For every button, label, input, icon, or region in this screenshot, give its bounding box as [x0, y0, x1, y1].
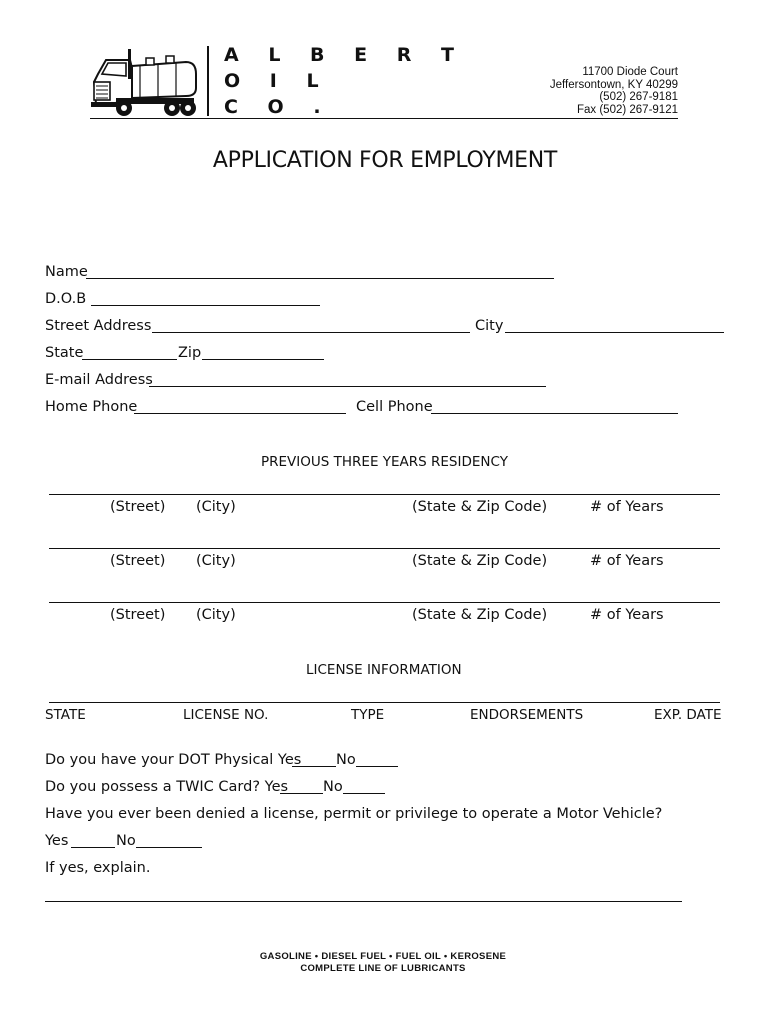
- letterhead-rule: [90, 118, 678, 119]
- denied-yes-label: Yes: [45, 833, 69, 849]
- explain-label: If yes, explain.: [45, 860, 151, 876]
- email-field[interactable]: [149, 386, 546, 387]
- company-logo-truck: [88, 46, 200, 118]
- address-fax: Fax (502) 267-9121: [576, 103, 678, 116]
- license-col-type: TYPE: [351, 707, 385, 723]
- cell-phone-field[interactable]: [431, 413, 678, 414]
- zip-label: Zip: [178, 345, 202, 361]
- footer-products: GASOLINE • DIESEL FUEL • FUEL OIL • KEROSENE: [259, 951, 507, 962]
- residency-city-1: (City): [196, 499, 236, 515]
- residency-street-2: (Street): [110, 553, 166, 569]
- twic-no-field[interactable]: [343, 793, 385, 794]
- denied-no-label: No: [116, 833, 136, 849]
- home-phone-label: Home Phone: [45, 399, 138, 415]
- twic-question: Do you possess a TWIC Card? Yes: [45, 779, 289, 795]
- dot-physical-question: Do you have your DOT Physical Yes: [45, 752, 302, 768]
- residency-state-zip-3: (State & Zip Code): [412, 607, 548, 623]
- letterhead-divider: [207, 46, 209, 116]
- twic-yes-field[interactable]: [280, 793, 323, 794]
- residency-state-zip-1: (State & Zip Code): [412, 499, 548, 515]
- dob-label: D.O.B: [45, 291, 87, 307]
- denied-yes-field[interactable]: [71, 847, 115, 848]
- street-address-field[interactable]: [152, 332, 470, 333]
- state-field[interactable]: [82, 359, 177, 360]
- residency-years-3: # of Years: [590, 607, 664, 623]
- denied-no-field[interactable]: [136, 847, 202, 848]
- street-address-label: Street Address: [45, 318, 152, 334]
- name-field[interactable]: [86, 278, 554, 279]
- city-field[interactable]: [505, 332, 724, 333]
- address-city: Jeffersontown, KY 40299: [549, 78, 678, 91]
- company-name-row3: C O .: [224, 96, 321, 118]
- explain-field[interactable]: [45, 901, 682, 902]
- denied-license-question: Have you ever been denied a license, permit or privilege to operate a Motor Vehicle?: [45, 806, 663, 822]
- address-phone: (502) 267-9181: [599, 91, 678, 104]
- company-name-row1: A L B E R T: [224, 44, 454, 66]
- license-heading: LICENSE INFORMATION: [306, 662, 462, 678]
- address-street: 11700 Diode Court: [582, 66, 678, 78]
- residency-street-3: (Street): [110, 607, 166, 623]
- footer-lubricants: COMPLETE LINE OF LUBRICANTS: [300, 963, 466, 974]
- state-label: State: [45, 345, 84, 361]
- residency-state-zip-2: (State & Zip Code): [412, 553, 548, 569]
- page-title: APPLICATION FOR EMPLOYMENT: [212, 148, 558, 173]
- residency-city-3: (City): [196, 607, 236, 623]
- residency-heading: PREVIOUS THREE YEARS RESIDENCY: [261, 454, 508, 470]
- name-label: Name: [45, 264, 88, 280]
- dot-yes-field[interactable]: [292, 766, 336, 767]
- zip-field[interactable]: [202, 359, 324, 360]
- residency-line-2[interactable]: [49, 548, 720, 549]
- dob-field[interactable]: [91, 305, 320, 306]
- tanker-truck-icon: [88, 46, 200, 118]
- residency-street-1: (Street): [110, 499, 166, 515]
- license-col-state: STATE: [45, 707, 86, 723]
- residency-line-3[interactable]: [49, 602, 720, 603]
- email-label: E-mail Address: [45, 372, 153, 388]
- license-line[interactable]: [49, 702, 720, 703]
- city-label: City: [475, 318, 504, 334]
- license-col-exp-date: EXP. DATE: [654, 707, 722, 723]
- residency-city-2: (City): [196, 553, 236, 569]
- dot-no-field[interactable]: [356, 766, 398, 767]
- residency-line-1[interactable]: [49, 494, 720, 495]
- cell-phone-label: Cell Phone: [356, 399, 433, 415]
- dot-no-label: No: [336, 752, 356, 768]
- home-phone-field[interactable]: [134, 413, 346, 414]
- license-col-number: LICENSE NO.: [183, 707, 269, 723]
- company-name-row2: O I L: [224, 70, 319, 92]
- residency-years-2: # of Years: [590, 553, 664, 569]
- residency-years-1: # of Years: [590, 499, 664, 515]
- license-col-endorsements: ENDORSEMENTS: [470, 707, 584, 723]
- twic-no-label: No: [323, 779, 343, 795]
- company-address: [550, 66, 678, 116]
